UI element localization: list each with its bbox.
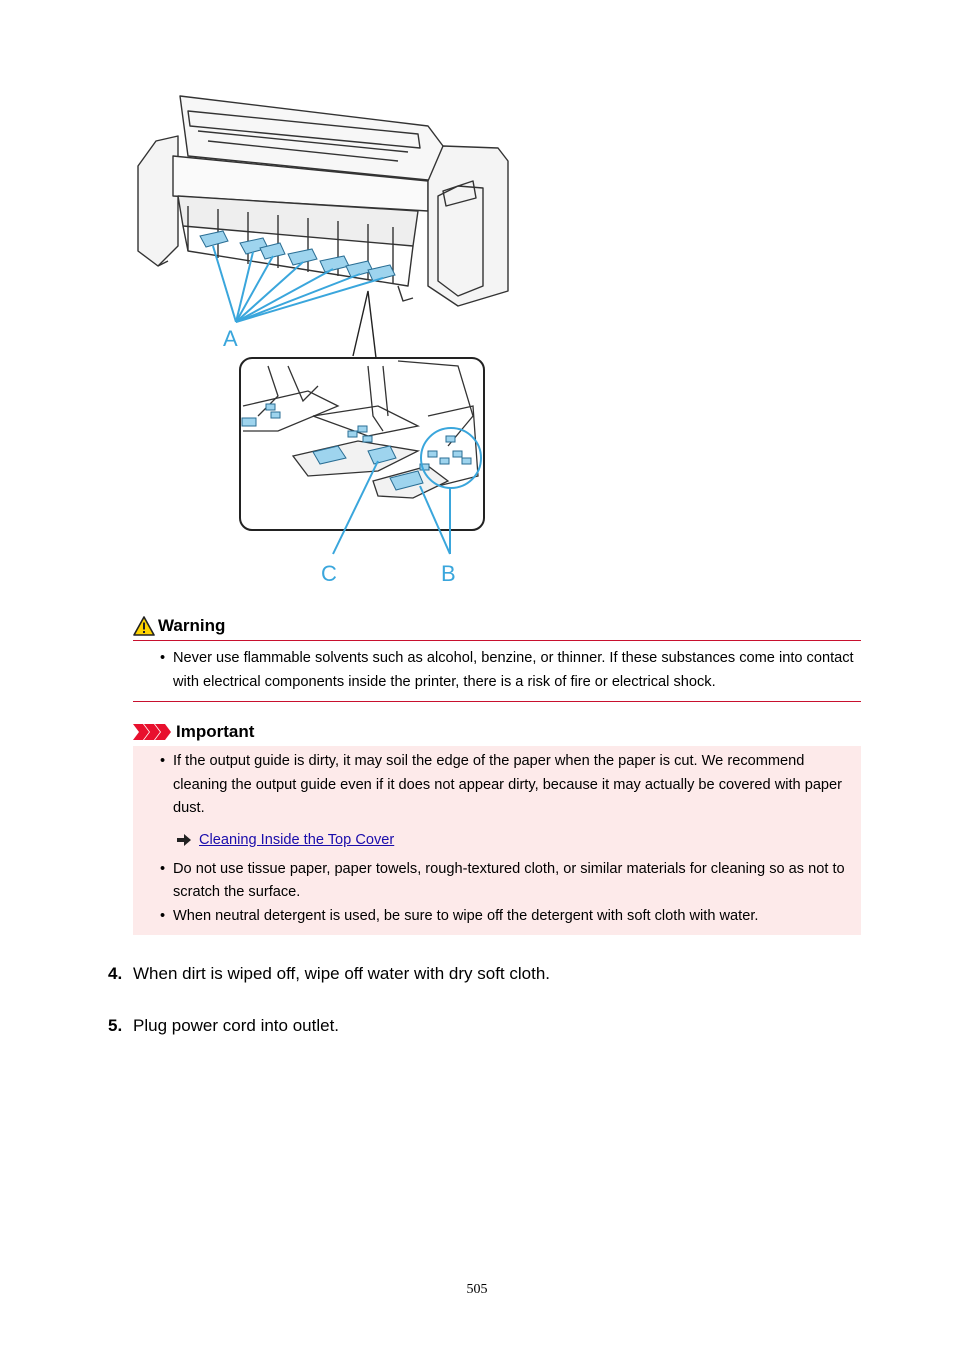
printer-diagram [128,86,513,586]
label-c: C [321,561,337,586]
step-text: When dirt is wiped off, wipe off water with dry soft cloth. [133,964,550,983]
warning-box [133,640,861,702]
bullet: • [160,907,166,924]
step-number: 5. [108,1016,123,1035]
related-link-row [133,829,855,852]
step-4 [108,964,550,984]
important-item: • If the output guide is dirty, it may soil the edge of the paper when the paper is cut. We recommend cleaning the output guide even if it does not appear dirty, because it may actually be covered with paper dust. [133,750,855,821]
warning-item: • Never use flammable solvents such as alcohol, benzine, or thinner. If these substances come into contact with electrical components inside the printer, there is a risk of fire or electrical shock. [133,647,861,694]
step-number: 4. [108,964,123,983]
cleaning-inside-top-cover-link[interactable]: Cleaning Inside the Top Cover [199,831,395,848]
important-chevrons-icon [133,724,171,740]
warning-title: Warning [158,616,226,635]
bullet: • [160,753,166,769]
label-a: A [223,326,238,351]
important-title: Important [176,722,255,741]
arrow-right-icon [177,834,191,846]
warning-triangle-icon [133,616,155,636]
important-item: • Do not use tissue paper, paper towels, rough-textured cloth, or similar materials for cleaning so as not to scratch the surface. [133,858,855,905]
warning-heading [133,612,861,640]
warning-section [133,612,861,702]
callout-wedge [353,291,376,358]
printer-output-guide-illustration [128,86,513,586]
bullet: • [160,860,166,877]
important-section [133,718,861,935]
step-5 [108,1016,339,1036]
label-b: B [441,561,456,586]
important-heading [133,718,861,746]
important-box [133,746,861,935]
bullet: • [160,650,166,666]
important-item: • When neutral detergent is used, be sure to wipe off the detergent with soft cloth with water. [133,905,855,929]
page-number: 505 [466,1282,488,1297]
step-text: Plug power cord into outlet. [133,1016,340,1035]
